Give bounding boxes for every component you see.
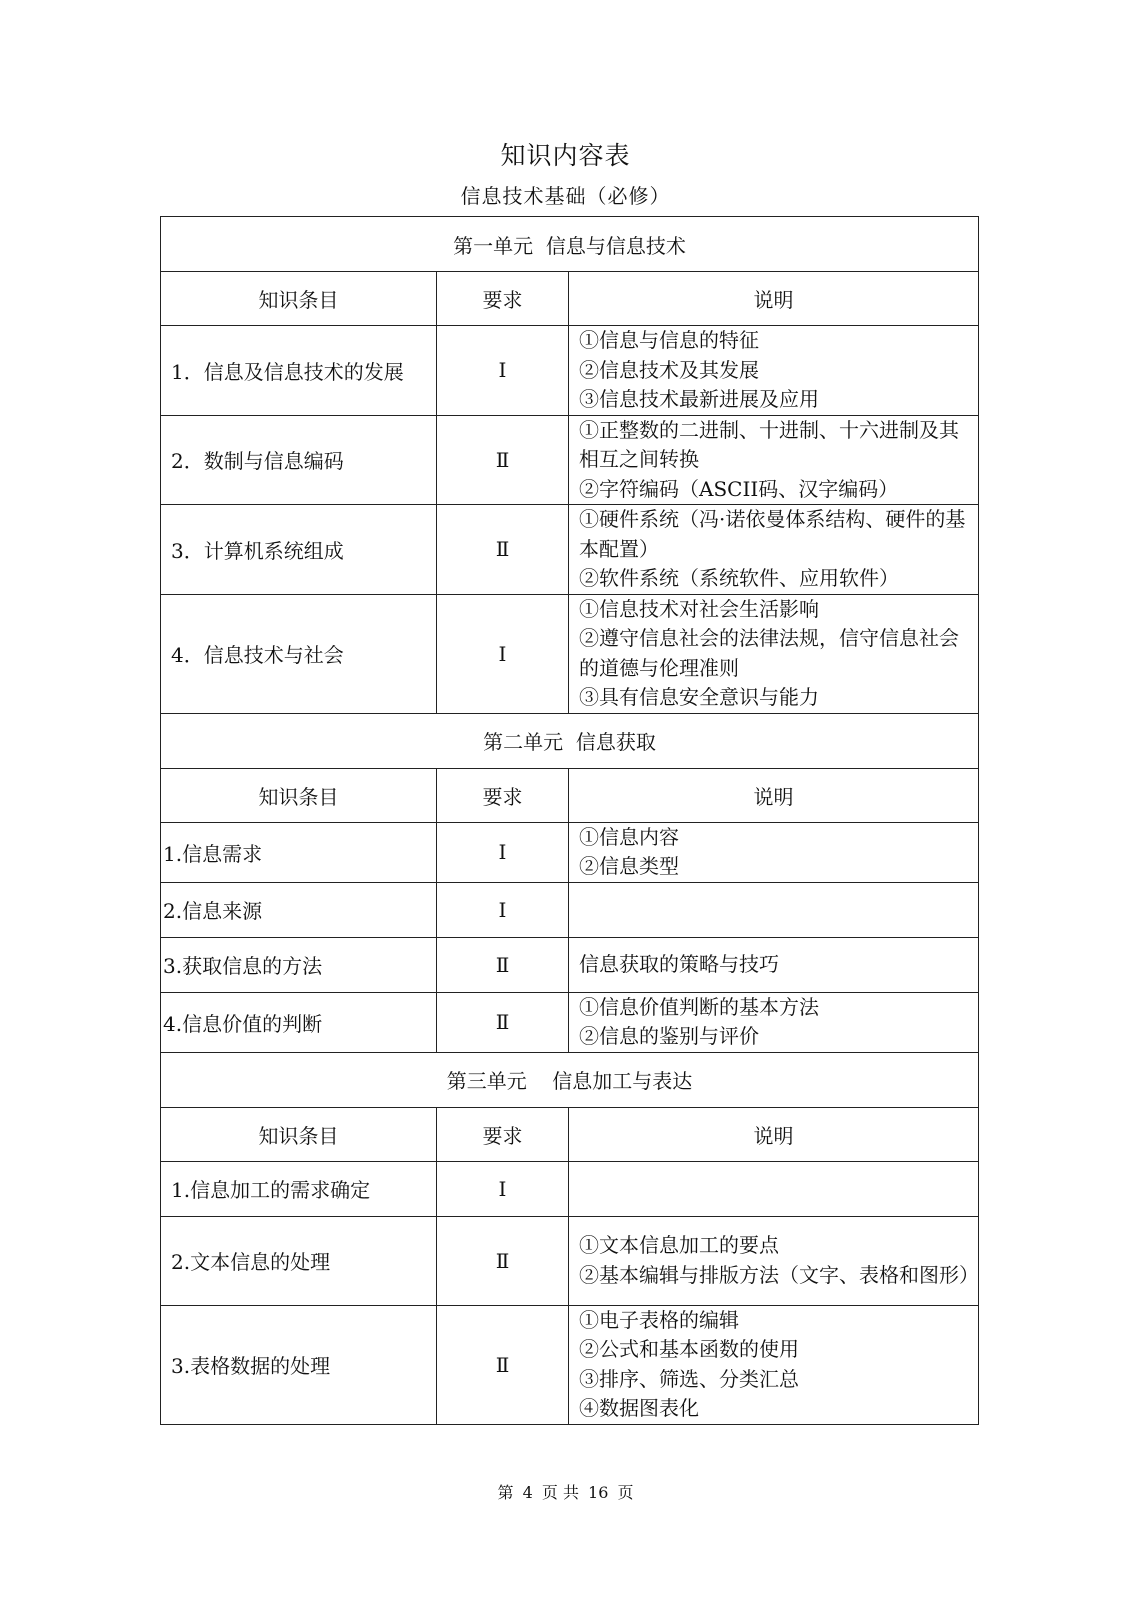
description-line: ③排序、筛选、分类汇总 [579,1366,799,1391]
description-line: ①信息技术对社会生活影响 [579,596,819,621]
description-line: 信息获取的策略与技巧 [579,951,779,976]
requirement-level: Ⅰ [437,594,569,713]
description-cell [569,1161,979,1216]
knowledge-item: 2.文本信息的处理 [161,1216,437,1305]
description-cell [569,992,979,1052]
footer-prefix: 第 [497,1483,514,1502]
table-row [161,326,979,416]
requirement-level: Ⅰ [437,822,569,882]
knowledge-item: 2．数制与信息编码 [161,415,437,505]
page-subtitle: 信息技术基础（必修） [460,184,671,208]
table-row [161,937,979,992]
description-line: ①信息内容 [579,824,679,849]
requirement-level: Ⅱ [437,505,569,595]
description-line: ①信息与信息的特征 [579,328,759,352]
table-row [161,594,979,713]
knowledge-item: 1.信息加工的需求确定 [161,1161,437,1216]
header-desc: 说明 [569,272,979,326]
requirement-level: Ⅱ [437,415,569,505]
knowledge-item: 4．信息技术与社会 [161,594,437,713]
table-row [161,1216,979,1305]
description-line: ②字符编码（ASCII码、汉字编码） [579,476,899,501]
description-cell [569,822,979,882]
requirement-level: Ⅱ [437,1305,569,1424]
header-req: 要求 [437,1107,569,1161]
description-line: ②软件系统（系统软件、应用软件） [579,566,899,590]
requirement-level: Ⅱ [437,937,569,992]
description-cell [569,937,979,992]
unit-header-row [161,1052,979,1107]
unit-title: 第一单元 信息与信息技术 [161,217,979,272]
unit-header-row [161,217,979,272]
requirement-level: Ⅱ [437,1216,569,1305]
description-cell [569,326,979,416]
table-row [161,415,979,505]
description-line: ③具有信息安全意识与能力 [579,685,819,709]
column-header-row [161,272,979,326]
description-line: ②公式和基本函数的使用 [579,1337,799,1361]
unit-header-row [161,713,979,768]
description-cell [569,594,979,713]
requirement-level: Ⅰ [437,1161,569,1216]
description-line: ②信息技术及其发展 [579,357,759,382]
description-line: ③信息技术最新进展及应用 [579,387,819,411]
knowledge-item: 3．计算机系统组成 [161,505,437,595]
page-title: 知识内容表 [500,141,631,170]
requirement-level: Ⅰ [437,326,569,416]
description-cell [569,882,979,937]
knowledge-item: 3.获取信息的方法 [161,937,437,992]
header-item: 知识条目 [161,272,437,326]
header-req: 要求 [437,272,569,326]
knowledge-item: 2.信息来源 [161,882,437,937]
knowledge-item: 1.信息需求 [161,822,437,882]
description-line: ④数据图表化 [579,1396,699,1420]
knowledge-table [160,216,979,1425]
requirement-level: Ⅰ [437,882,569,937]
knowledge-item: 3.表格数据的处理 [161,1305,437,1424]
header-desc: 说明 [569,1107,979,1161]
description-line: ①信息价值判断的基本方法 [579,994,819,1019]
knowledge-item: 4.信息价值的判断 [161,992,437,1052]
footer-suffix: 页 [617,1483,634,1502]
table-row [161,882,979,937]
footer-total-pages: 16 [588,1483,609,1502]
description-line: ②基本编辑与排版方法（文字、表格和图形） [579,1262,979,1287]
column-header-row [161,1107,979,1161]
description-line: ②信息类型 [579,854,679,878]
page-footer [0,1480,1131,1503]
table-row [161,505,979,595]
unit-title: 第二单元 信息获取 [161,713,979,768]
table-row [161,992,979,1052]
description-cell [569,505,979,595]
table-row [161,1161,979,1216]
unit-title: 第三单元 信息加工与表达 [161,1052,979,1107]
description-line: ①硬件系统（冯·诺依曼体系结构、硬件的基本配置） [579,507,966,561]
header-req: 要求 [437,768,569,822]
description-line: ①文本信息加工的要点 [579,1233,779,1257]
header-item: 知识条目 [161,1107,437,1161]
description-line: ①电子表格的编辑 [579,1307,739,1332]
description-cell [569,415,979,505]
description-line: ②遵守信息社会的法律法规，信守信息社会的道德与伦理准则 [579,626,959,680]
description-line: ②信息的鉴别与评价 [579,1024,759,1048]
footer-page-number: 4 [522,1483,533,1502]
description-line: ①正整数的二进制、十进制、十六进制及其相互之间转换 [579,417,959,471]
table-row [161,822,979,882]
knowledge-item: 1．信息及信息技术的发展 [161,326,437,416]
requirement-level: Ⅱ [437,992,569,1052]
column-header-row [161,768,979,822]
header-desc: 说明 [569,768,979,822]
description-cell [569,1305,979,1424]
table-row [161,1305,979,1424]
header-item: 知识条目 [161,768,437,822]
description-cell [569,1216,979,1305]
footer-mid: 页 共 [541,1483,579,1502]
